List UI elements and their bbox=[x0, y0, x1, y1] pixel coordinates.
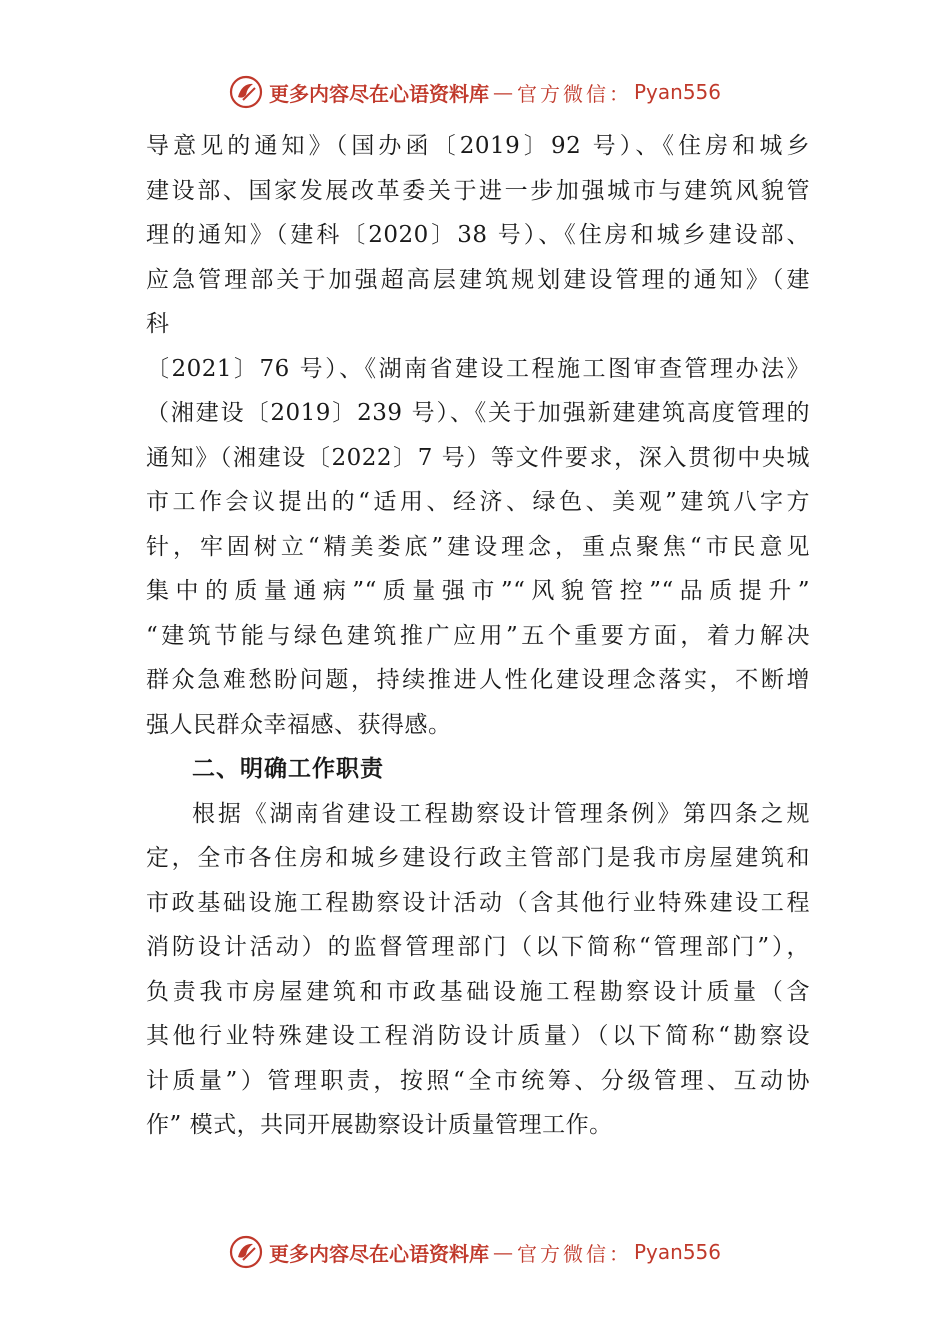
header-banner bbox=[0, 72, 950, 112]
document-body bbox=[146, 124, 810, 1148]
footer-banner bbox=[0, 1232, 950, 1272]
body-line: 通知》（湘建设〔2022〕7 号）等文件要求，深入贯彻中央城 bbox=[146, 444, 810, 471]
brand-logo-icon bbox=[229, 75, 263, 109]
banner-wechat-id: Pyan556 bbox=[633, 80, 721, 104]
banner-separator: — bbox=[492, 1240, 513, 1264]
body-line: 应急管理部关于加强超高层建筑规划建设管理的通知》（建 bbox=[146, 266, 810, 293]
section-line: 市政基础设施工程勘察设计活动（含其他行业特殊建设工程 bbox=[146, 889, 810, 916]
body-line: 市工作会议提出的“适用、经济、绿色、美观”建筑八字方 bbox=[146, 489, 810, 515]
body-line: 〔2021〕76 号）、《湖南省建设工程施工图审查管理办法》 bbox=[146, 355, 810, 382]
section-line: 作” 模式，共同开展勘察设计质量管理工作。 bbox=[146, 1112, 613, 1138]
banner-wechat-id: Pyan556 bbox=[633, 1240, 721, 1264]
body-line: 群众急难愁盼问题，持续推进人性化建设理念落实，不断增 bbox=[146, 667, 810, 693]
body-line: 导意见的通知》（国办函〔2019〕92 号）、《住房和城乡 bbox=[146, 133, 810, 159]
section-line: 消防设计活动）的监督管理部门（以下简称“管理部门”）， bbox=[146, 934, 810, 960]
section-line: 根据《湖南省建设工程勘察设计管理条例》第四条之规 bbox=[192, 800, 810, 827]
brand-logo-icon bbox=[229, 1235, 263, 1269]
body-line: 理的通知》（建科〔2020〕38 号）、《住房和城乡建设部、 bbox=[146, 222, 810, 248]
body-line: 建设部、国家发展改革委关于进一步加强城市与建筑风貌管 bbox=[146, 177, 810, 204]
body-line: （湘建设〔2019〕239 号）、《关于加强新建建筑高度管理的 bbox=[146, 400, 810, 426]
body-line: 针，牢固树立“精美娄底”建设理念，重点聚焦“市民意见 bbox=[146, 533, 810, 560]
section-line: 负责我市房屋建筑和市政基础设施工程勘察设计质量（含 bbox=[146, 978, 810, 1005]
section-line: 其他行业特殊建设工程消防设计质量）（以下简称“勘察设 bbox=[146, 1023, 810, 1049]
body-line: 集中的质量通病”“质量强市”“风貌管控”“品质提升” bbox=[146, 578, 810, 604]
section-line: 计质量”）管理职责，按照“全市统筹、分级管理、互动协 bbox=[146, 1067, 810, 1094]
body-line: “建筑节能与绿色建筑推广应用”五个重要方面，着力解决 bbox=[146, 622, 810, 649]
banner-brand-text: 更多内容尽在心语资料库 bbox=[268, 81, 489, 106]
section-heading: 二、明确工作职责 bbox=[192, 756, 384, 782]
body-line: 强人民群众幸福感、获得感。 bbox=[146, 711, 452, 738]
section-line: 定，全市各住房和城乡建设行政主管部门是我市房屋建筑和 bbox=[146, 845, 810, 871]
body-line: 科 bbox=[146, 311, 170, 337]
banner-brand-text: 更多内容尽在心语资料库 bbox=[268, 1241, 489, 1266]
banner-separator: — bbox=[492, 80, 513, 104]
banner-wechat-label: 官方微信： bbox=[516, 1241, 632, 1266]
banner-wechat-label: 官方微信： bbox=[516, 81, 632, 106]
